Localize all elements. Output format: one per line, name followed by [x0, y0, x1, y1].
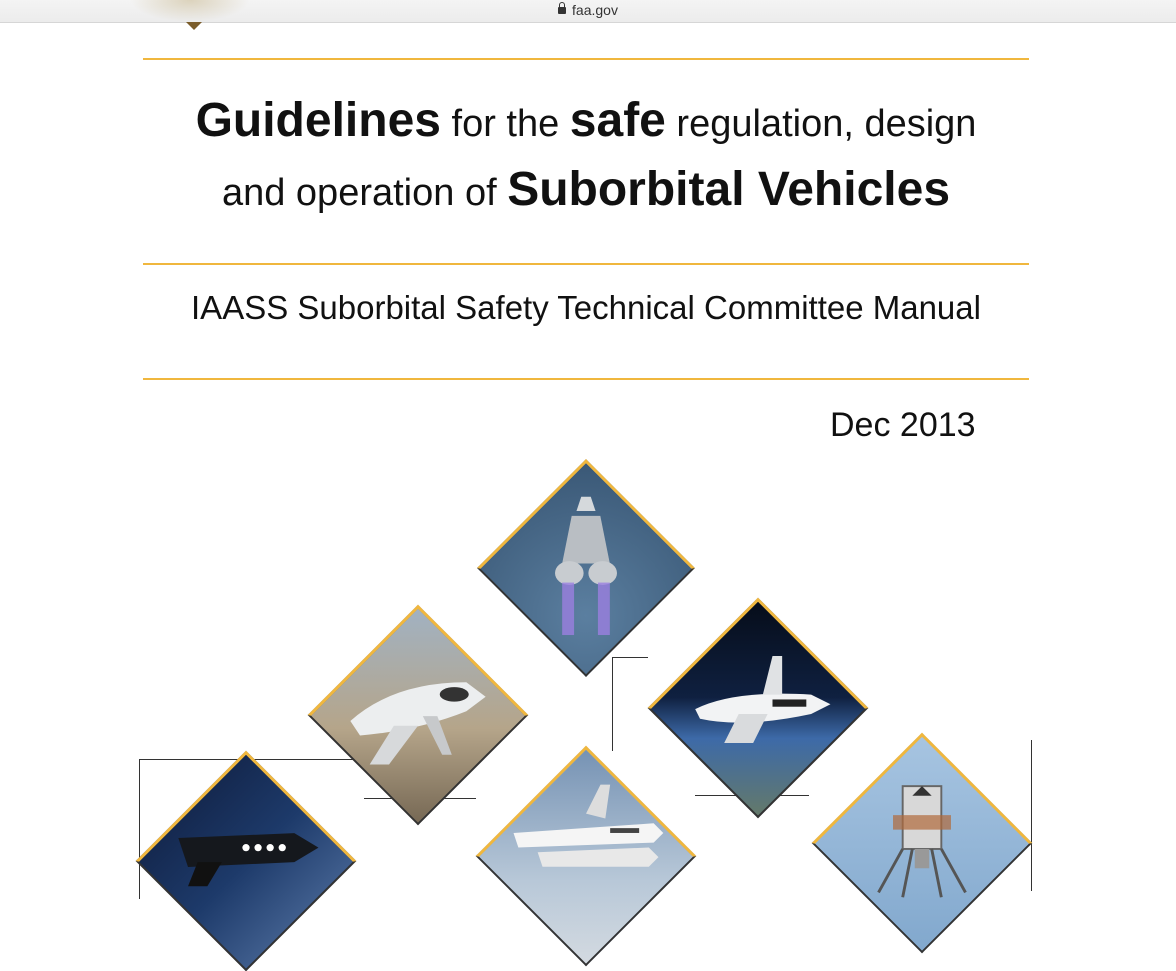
title-part1: Guidelines — [195, 94, 441, 147]
document-title — [143, 88, 1029, 226]
browser-address-bar[interactable] — [0, 0, 1176, 23]
title-part4: regulation, design — [665, 103, 977, 145]
title-part2: for the — [440, 103, 570, 145]
top-rule — [143, 58, 1029, 60]
carrier-aircraft-image — [476, 746, 697, 967]
middle-rule — [143, 263, 1029, 265]
tab-pointer-icon — [186, 22, 202, 30]
lander-vehicle-image — [812, 733, 1033, 954]
image-frame-lines — [612, 657, 648, 751]
orbiting-spaceplane-illustration — [648, 598, 869, 819]
url-text: faa.gov — [572, 2, 618, 18]
bottom-rule — [143, 378, 1029, 380]
title-part5: and operation of — [221, 172, 508, 214]
url-display[interactable] — [0, 1, 1176, 19]
image-frame-lines — [1031, 740, 1032, 891]
document-subtitle: IAASS Suborbital Safety Technical Committee Manual — [191, 289, 981, 326]
capsule-illustration — [477, 459, 695, 677]
orbiting-spaceplane-image — [648, 598, 869, 819]
document-date: Dec 2013 — [830, 406, 976, 444]
carrier-aircraft-illustration — [476, 746, 697, 967]
lock-icon — [558, 7, 566, 14]
lander-vehicle-illustration — [812, 733, 1033, 954]
title-part3: safe — [569, 94, 666, 147]
capsule-vehicle-image — [477, 459, 695, 677]
title-part6: Suborbital Vehicles — [507, 163, 951, 216]
